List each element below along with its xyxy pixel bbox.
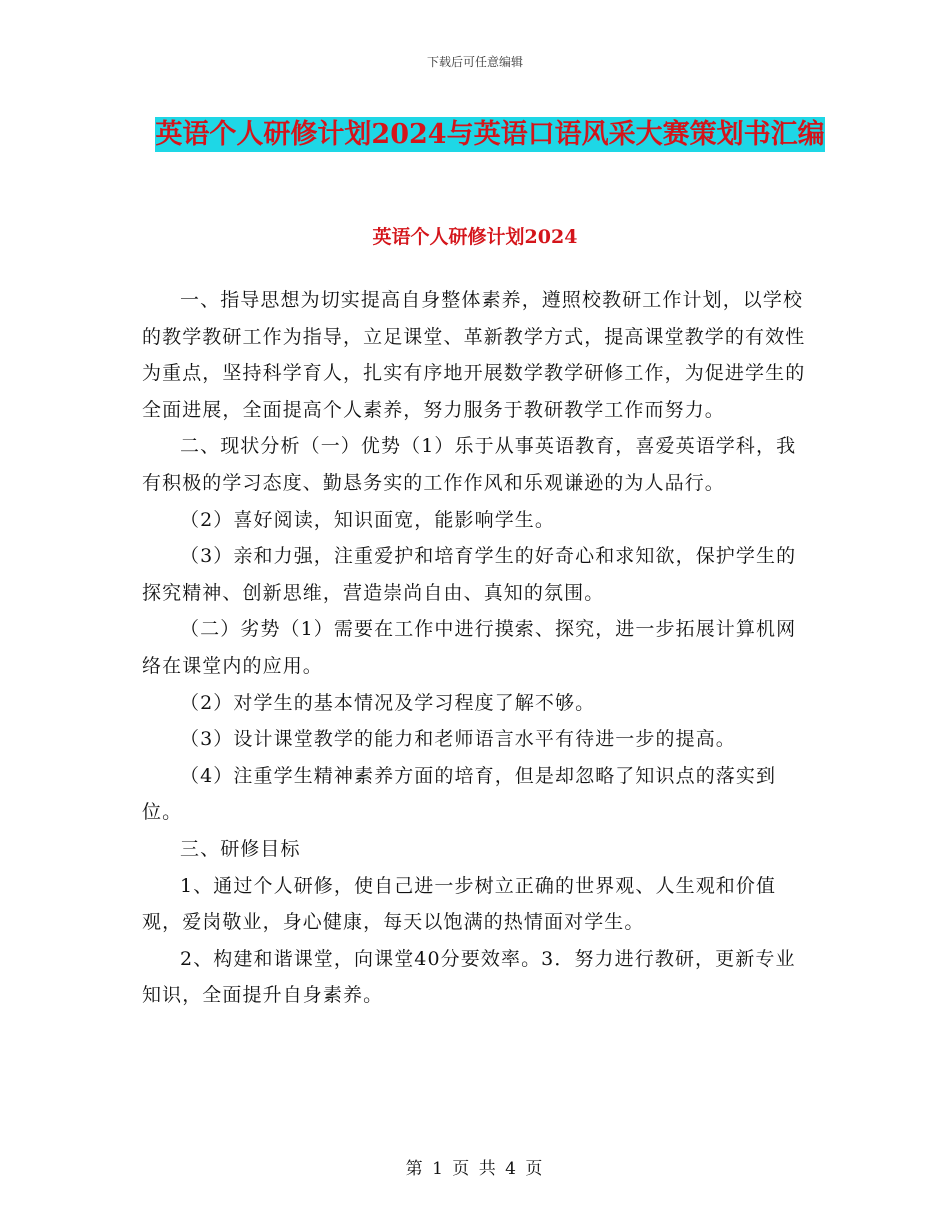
- section-title: 英语个人研修计划2024: [372, 226, 578, 248]
- paragraph: （3）亲和力强，注重爱护和培育学生的好奇心和求知欲，保护学生的探究精神、创新思维，营造崇尚自由、真知的氛围。: [142, 545, 797, 604]
- document-body: [142, 282, 808, 1014]
- paragraph: （2）喜好阅读，知识面宽，能影响学生。: [180, 508, 555, 531]
- header-note: 下载后可任意编辑: [426, 55, 523, 69]
- document-title: [140, 112, 840, 158]
- paragraph: 2、构建和谐课堂，向课堂40分要效率。3．努力进行教研，更新专业知识，全面提升自身素养。: [142, 947, 796, 1007]
- paragraph: 三、研修目标: [180, 837, 301, 860]
- paragraph: 二、现状分析（一）优势（1）乐于从事英语教育，喜爱英语学科，我有积极的学习态度、勤恳务实的工作作风和乐观谦逊的为人品行。: [142, 435, 797, 494]
- paragraph: （二）劣势（1）需要在工作中进行摸索、探究，进一步拓展计算机网络在课堂内的应用。: [142, 618, 797, 677]
- paragraph: （2）对学生的基本情况及学习程度了解不够。: [180, 691, 596, 714]
- paragraph: （4）注重学生精神素养方面的培育，但是却忽略了知识点的落实到位。: [142, 764, 777, 824]
- paragraph: 1、通过个人研修，使自己进一步树立正确的世界观、人生观和价值观，爱岗敬业，身心健康，每天以饱满的热情面对学生。: [142, 874, 777, 934]
- page-footer: 第 1 页 共 4 页: [405, 1159, 545, 1179]
- paragraph: （3）设计课堂教学的能力和老师语言水平有待进一步的提高。: [180, 728, 736, 751]
- paragraph: 一、指导思想为切实提高自身整体素养，遵照校教研工作计划，以学校的教学教研工作为指导，立足课堂、革新教学方式，提高课堂教学的有效性为重点，坚持科学育人，扎实有序地开展数学教学研修工作，为促进学生的全面进展，全面提高个人素养，努力服务于教研教学工作而努力。: [142, 289, 806, 421]
- document-title-text: 英语个人研修计划2024与英语口语风采大赛策划书汇编: [155, 119, 825, 150]
